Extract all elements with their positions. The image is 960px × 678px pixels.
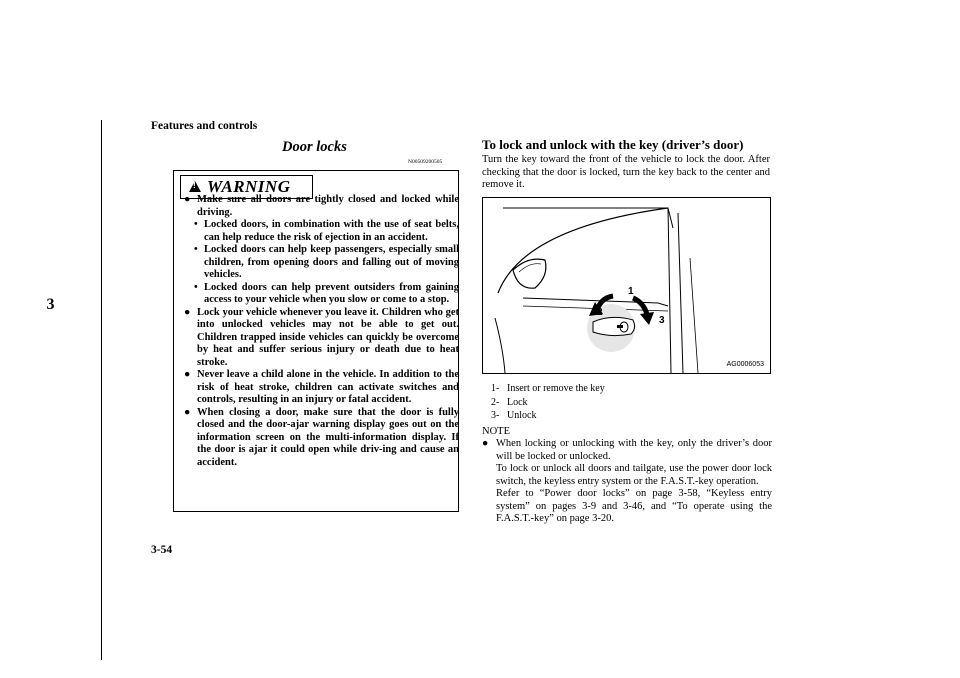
figure-label-2: 2: [597, 307, 603, 318]
section-heading: To lock and unlock with the key (driver’s door): [482, 137, 744, 152]
warning-item-text: Never leave a child alone in the vehicle. In addition to the risk of heat stroke, children can activate switches and controls, resulting in an injury or fatal accident.: [197, 369, 459, 405]
legend-item: [491, 396, 605, 410]
sub-bullet-icon: •: [194, 244, 198, 255]
warning-text: [184, 194, 459, 469]
door-key-illustration: [482, 197, 771, 374]
figure-legend: [491, 382, 605, 423]
warning-item: [184, 194, 459, 219]
warning-item: [184, 407, 459, 470]
legend-text: Lock: [507, 396, 528, 408]
note-body: [482, 438, 772, 526]
bullet-icon: ●: [482, 438, 489, 449]
warning-box: [173, 170, 459, 512]
note-line: Refer to “Power door locks” on page 3-58, “Keyless entry system” on pages 3-9 and 3-46, and “To operate using the F.A.S.T.-key” on page 3-20.: [496, 488, 772, 524]
bullet-icon: ●: [184, 194, 191, 205]
figure-code: AG0006053: [726, 361, 764, 368]
page-number: 3-54: [151, 544, 173, 556]
warning-item-text: Make sure all doors are tightly closed and locked while driving.: [197, 194, 459, 218]
legend-text: Unlock: [507, 410, 537, 421]
note-line: When locking or unlocking with the key, only the driver’s door will be locked or unlocked.: [496, 438, 772, 462]
warning-sub-item-text: Locked doors, in combination with the use of seat belts, can help reduce the risk of ejection in an accident.: [204, 219, 459, 243]
figure-label-3: 3: [659, 315, 665, 326]
reference-code: N00509200505: [408, 159, 443, 165]
sub-bullet-icon: •: [194, 281, 198, 293]
legend-number: 1-: [491, 383, 500, 394]
warning-sub-item: [184, 282, 459, 307]
legend-text: Insert or remove the key: [507, 383, 605, 394]
warning-sub-item-text: Locked doors can help keep passengers, especially small children, from opening doors and falling out of moving vehicles.: [204, 244, 459, 280]
warning-sub-item-text: Locked doors can help prevent outsiders from gaining access to your vehicle when you slow or come to a stop.: [204, 281, 459, 305]
page-title: Door locks: [282, 139, 347, 155]
warning-item: [184, 369, 459, 407]
bullet-icon: ●: [184, 306, 191, 318]
bullet-icon: ●: [184, 406, 191, 418]
car-door-drawing: [483, 198, 770, 373]
sub-bullet-icon: •: [194, 219, 198, 230]
warning-item: [184, 307, 459, 370]
warning-item-text: When closing a door, make sure that the door is fully closed and the door-ajar warning display goes out on the information screen on the multi-information display. If the door is ajar it could open while driv-ing and cause an accident.: [197, 406, 459, 468]
bullet-icon: ●: [184, 369, 191, 380]
warning-sub-item: [184, 219, 459, 244]
note-title: NOTE: [482, 426, 510, 437]
chapter-side-bar: [0, 120, 102, 660]
legend-number: 3-: [491, 410, 500, 421]
section-header: Features and controls: [151, 120, 258, 132]
note-line: To lock or unlock all doors and tailgate, use the power door lock switch, the keyless entry system or the F.A.S.T.-key operation.: [496, 463, 772, 487]
warning-item-text: Lock your vehicle whenever you leave it. Children who get into unlocked vehicles may not be able to get out. Children trapped inside vehicles can quickly be overcome by heat and suffer serious injury or death due to heat stroke.: [197, 306, 459, 368]
figure-label-1: 1: [628, 286, 634, 297]
legend-number: 2-: [491, 396, 500, 408]
warning-sub-item: [184, 244, 459, 282]
legend-item: [491, 382, 605, 396]
warning-triangle-icon: [189, 181, 201, 192]
legend-item: [491, 409, 605, 423]
chapter-tab-number: 3: [46, 296, 55, 313]
warning-title: WARNING: [207, 177, 291, 196]
section-intro: Turn the key toward the front of the vehicle to lock the door. After checking that the door is locked, turn the key back to the center and remove it.: [482, 154, 770, 190]
